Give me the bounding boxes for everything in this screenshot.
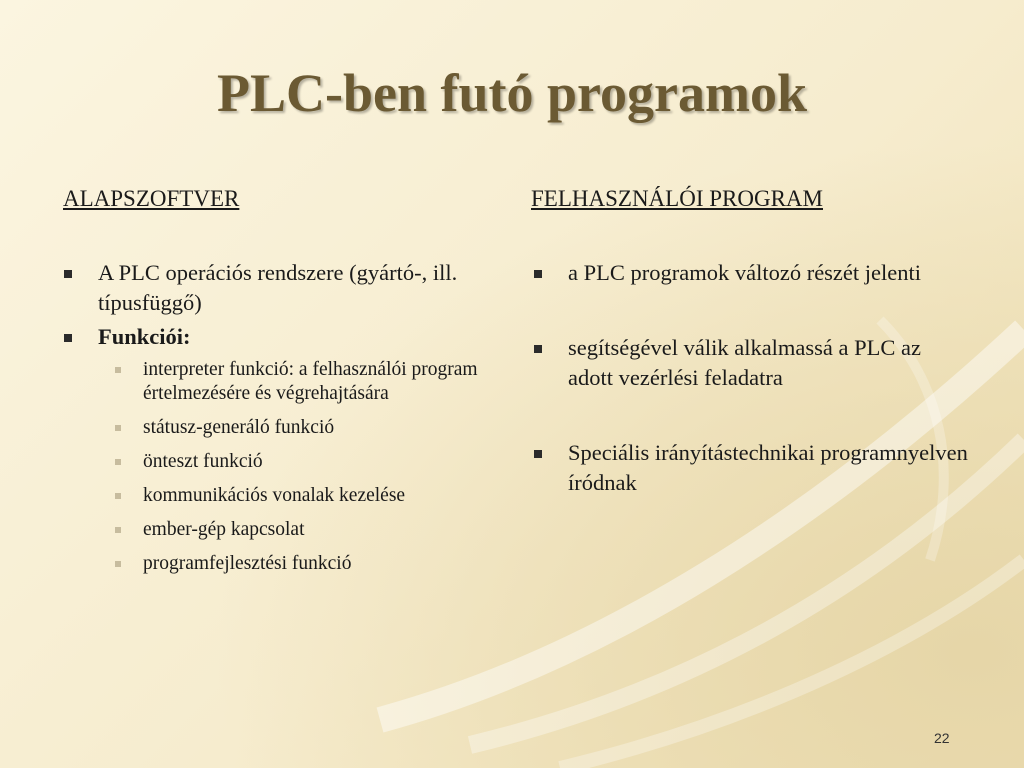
sub-list-item-text: programfejlesztési funkció (143, 553, 352, 574)
sub-list-item (60, 416, 480, 440)
sub-list-item-text: ember-gép kapcsolat (143, 519, 305, 540)
left-column-heading: ALAPSZOFTVER (63, 186, 240, 211)
sub-list-item (60, 358, 480, 406)
sub-list-item (60, 518, 480, 542)
list-item-text: a PLC programok változó részét jelenti (568, 260, 922, 285)
page-number: 22 (934, 730, 950, 746)
square-bullet-icon (534, 345, 542, 353)
square-bullet-icon (115, 493, 121, 499)
list-item (530, 333, 970, 393)
sub-list-item (60, 484, 480, 508)
square-bullet-icon (64, 334, 72, 342)
square-bullet-icon (64, 270, 72, 278)
list-item (60, 322, 480, 352)
list-item-text: Funkciói: (98, 324, 191, 349)
square-bullet-icon (115, 459, 121, 465)
sub-list-item-text: státusz-generáló funkció (143, 417, 335, 438)
right-column (530, 258, 970, 498)
sub-list-item-text: kommunikációs vonalak kezelése (143, 485, 406, 506)
right-column-heading: FELHASZNÁLÓI PROGRAM (531, 186, 823, 211)
list-item-text: Speciális irányítástechnikai programnyelven íródnak (568, 440, 968, 495)
square-bullet-icon (115, 561, 121, 567)
square-bullet-icon (534, 270, 542, 278)
square-bullet-icon (115, 425, 121, 431)
list-item (530, 258, 970, 288)
slide-title: PLC-ben futó programok (216, 63, 808, 123)
square-bullet-icon (115, 527, 121, 533)
square-bullet-icon (534, 450, 542, 458)
list-item-text: segítségével válik alkalmassá a PLC az adott vezérlési feladatra (568, 335, 922, 390)
sub-list-item-text: interpreter funkció: a felhasználói program értelmezésére és végrehajtására (143, 359, 478, 404)
list-item-text: A PLC operációs rendszere (gyártó-, ill. típusfüggő) (98, 260, 458, 315)
left-column (60, 258, 480, 576)
square-bullet-icon (115, 367, 121, 373)
sub-list-item (60, 450, 480, 474)
list-item (530, 438, 970, 498)
list-item (60, 258, 480, 318)
sub-list-item-text: önteszt funkció (143, 451, 263, 472)
sub-list-item (60, 552, 480, 576)
